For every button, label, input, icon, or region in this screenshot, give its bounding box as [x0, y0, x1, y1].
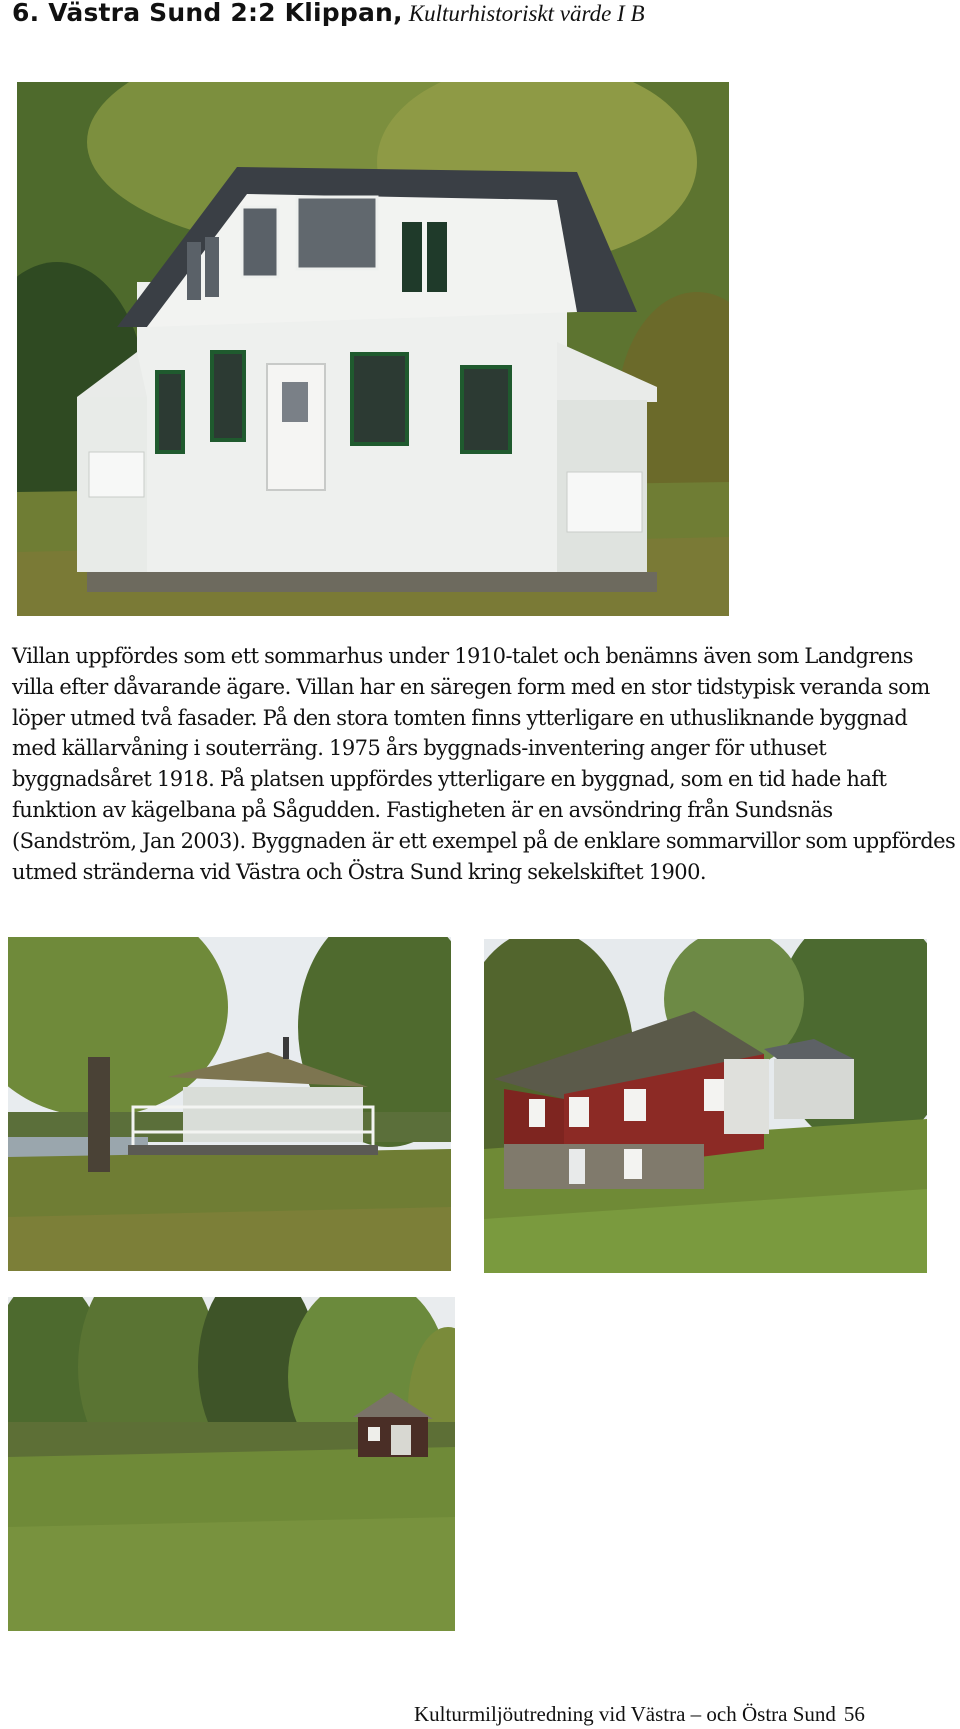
page-heading [12, 0, 942, 32]
footer-title: Kulturmiljöutredning vid Västra – och Östra Sund [414, 1702, 836, 1726]
heading-classification: Kulturhistoriskt värde I B [408, 1, 645, 26]
photo-white-villa [17, 82, 729, 616]
page-number: 56 [843, 1702, 865, 1726]
photo-lakeside-pavilion [8, 937, 451, 1271]
photo-meadow-cottage [8, 1297, 455, 1631]
description-paragraph: Villan uppfördes som ett sommarhus under 1910-talet och benämns även som Landgrens villa efter dåvarande ägare. Villan har en säregen form med en stor tidstypisk veranda som löper utmed två fasader. På den stora tomten finns ytterligare en uthusliknande byggnad med källarvåning i souterräng. 1975 års byggnads-inventering anger för uthuset byggnadsåret 1918. På platsen uppfördes ytterligare en byggnad, som en tid hade haft funktion av kägelbana på Sågudden. Fastigheten är en avsöndring från Sundsnäs (Sandström, Jan 2003). Byggnaden är ett exempel på de enklare sommarvillor som uppfördes utmed stränderna vid Västra och Östra Sund kring sekelskiftet 1900. [12, 644, 956, 884]
photo-red-outbuilding [484, 939, 927, 1273]
heading-title: 6. Västra Sund 2:2 Klippan, [12, 0, 403, 27]
page-footer [414, 1701, 954, 1729]
